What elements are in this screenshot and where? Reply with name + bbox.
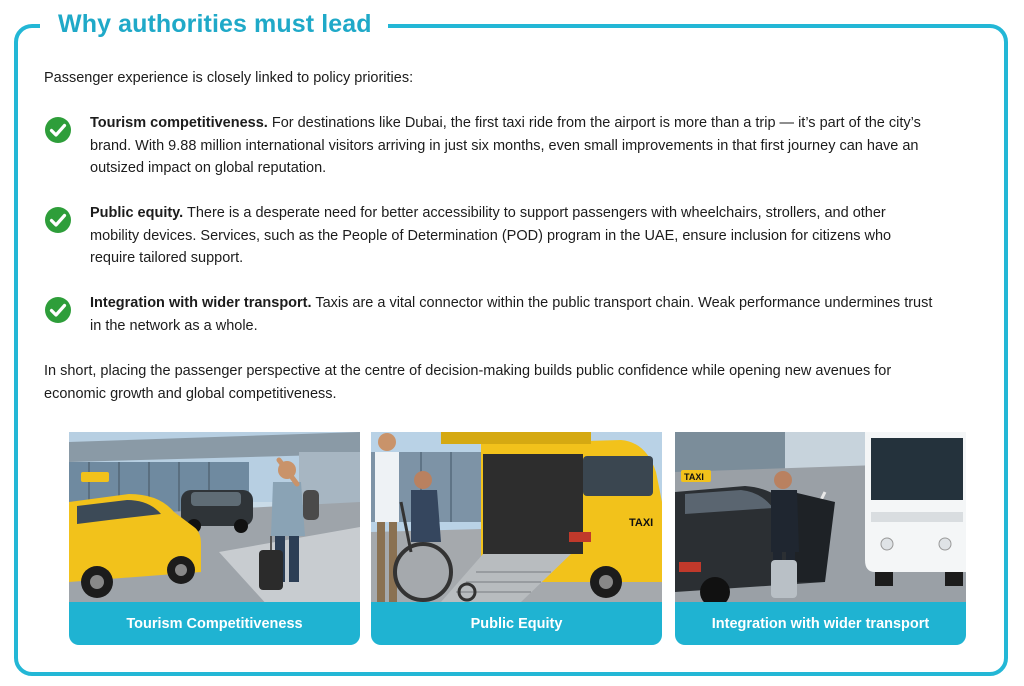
- check-circle-icon: [44, 116, 72, 144]
- intro-text: Passenger experience is closely linked to policy priorities:: [44, 70, 414, 86]
- taxi-sign: TAXI: [629, 517, 654, 529]
- taxi-roof-sign: TAXI: [684, 472, 704, 482]
- card-caption: Integration with wider transport: [675, 602, 966, 645]
- bullet-body: Taxis are a vital connector within the public transport chain. Weak performance undermines trust in the network as a whole.: [90, 295, 933, 334]
- bullet-body: There is a desperate need for better accessibility to support passengers with wheelchairs, strollers, and other mobility devices. Services, such as the People of Determination (POD) program in the UAE, ensure inclusion for citizens who require tailored support.: [90, 205, 892, 266]
- card-equity: [371, 432, 662, 645]
- check-circle-icon: [44, 206, 72, 234]
- bullet-tourism: [44, 112, 934, 180]
- photo-taxi-bus: [675, 432, 966, 607]
- card-caption: Tourism Competitiveness: [69, 602, 360, 645]
- card-integration: [675, 432, 966, 645]
- card-caption: Public Equity: [371, 602, 662, 645]
- photo-wheelchair-taxi: [371, 432, 662, 607]
- bullet-text: [90, 202, 934, 270]
- bullet-text: [90, 112, 934, 180]
- bullet-equity: [44, 202, 934, 270]
- bullet-integration: [44, 292, 934, 337]
- bullet-heading: Integration with wider transport.: [90, 295, 312, 311]
- bullet-text: [90, 292, 934, 337]
- check-circle-icon: [44, 296, 72, 324]
- bullet-body: For destinations like Dubai, the first taxi ride from the airport is more than a trip — it’s part of the city’s brand. With 9.88 million international visitors arriving in just six months, even small improvements in that first journey can have an outsized impact on global reputation.: [90, 115, 921, 176]
- photo-airport-taxi: [69, 432, 360, 607]
- closing-text: In short, placing the passenger perspective at the centre of decision-making builds public confidence while opening new avenues for economic growth and global competitiveness.: [44, 363, 892, 402]
- card-tourism: [69, 432, 360, 645]
- bullet-heading: Tourism competitiveness.: [90, 115, 268, 131]
- section-title: Why authorities must lead: [40, 6, 388, 42]
- bullet-heading: Public equity.: [90, 205, 184, 221]
